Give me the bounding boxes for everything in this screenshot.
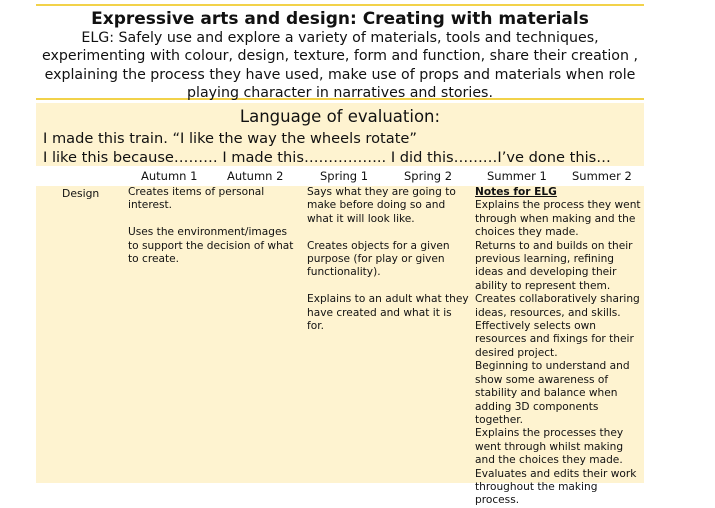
term-spring-1: Spring 1	[320, 169, 369, 183]
summer-item: Explains the processes they went through whilst making and the choices they made.	[475, 427, 624, 467]
summer-item: Explains the process they went through when making and the choices they made.	[475, 199, 641, 239]
language-of-evaluation-block	[36, 103, 644, 166]
summer-item: Effectively selects own resources and fixings for their desired project.	[475, 320, 634, 359]
notes-for-elg-heading: Notes for ELG	[475, 186, 557, 198]
autumn-item: Uses the environment/images to support the decision of what to create.	[128, 226, 294, 266]
summer-item: Returns to and builds on their previous learning, refining ideas and developing their ability to represent them.	[475, 239, 633, 292]
design-row	[36, 186, 644, 507]
summer-cell	[475, 186, 644, 508]
row-label: Design	[62, 187, 100, 200]
term-autumn-2: Autumn 2	[227, 169, 284, 183]
summer-item: Evaluates and edits their work throughout the making process.	[475, 467, 637, 507]
page-title: Expressive arts and design: Creating with materials	[91, 9, 589, 29]
spring-item: Explains to an adult what they have created and what it is for.	[307, 293, 469, 333]
spring-item: Creates objects for a given purpose (for play or given functionality).	[307, 239, 450, 279]
term-summer-1: Summer 1	[487, 169, 547, 183]
term-autumn-1: Autumn 1	[141, 169, 198, 183]
spring-item: Says what they are going to make before doing so and what it will look like.	[307, 186, 456, 225]
language-example-2: I like this because……… I made this…………….. I did this………I’ve done this…	[43, 149, 611, 166]
term-spring-2: Spring 2	[404, 169, 453, 183]
language-heading: Language of evaluation:	[239, 107, 441, 126]
header-block	[36, 4, 644, 100]
autumn-cell	[128, 186, 298, 266]
summer-item: Beginning to understand and show some awareness of stability and balance when adding 3D components together.	[475, 360, 630, 426]
autumn-item: Creates items of personal interest.	[128, 186, 265, 212]
language-example-1: I made this train. “I like the way the wheels rotate”	[43, 130, 417, 147]
term-summer-2: Summer 2	[572, 169, 632, 183]
elg-statement: ELG: Safely use and explore a variety of materials, tools and techniques, experimenting with colour, design, texture, form and function, share their creation , explaining the process they have used, make use of props and materials when role playing character in narratives and stories.	[42, 30, 638, 101]
summer-item: Creates collaboratively sharing ideas, resources, and skills.	[475, 293, 640, 319]
spring-cell	[307, 186, 472, 333]
term-header-row	[36, 166, 644, 186]
